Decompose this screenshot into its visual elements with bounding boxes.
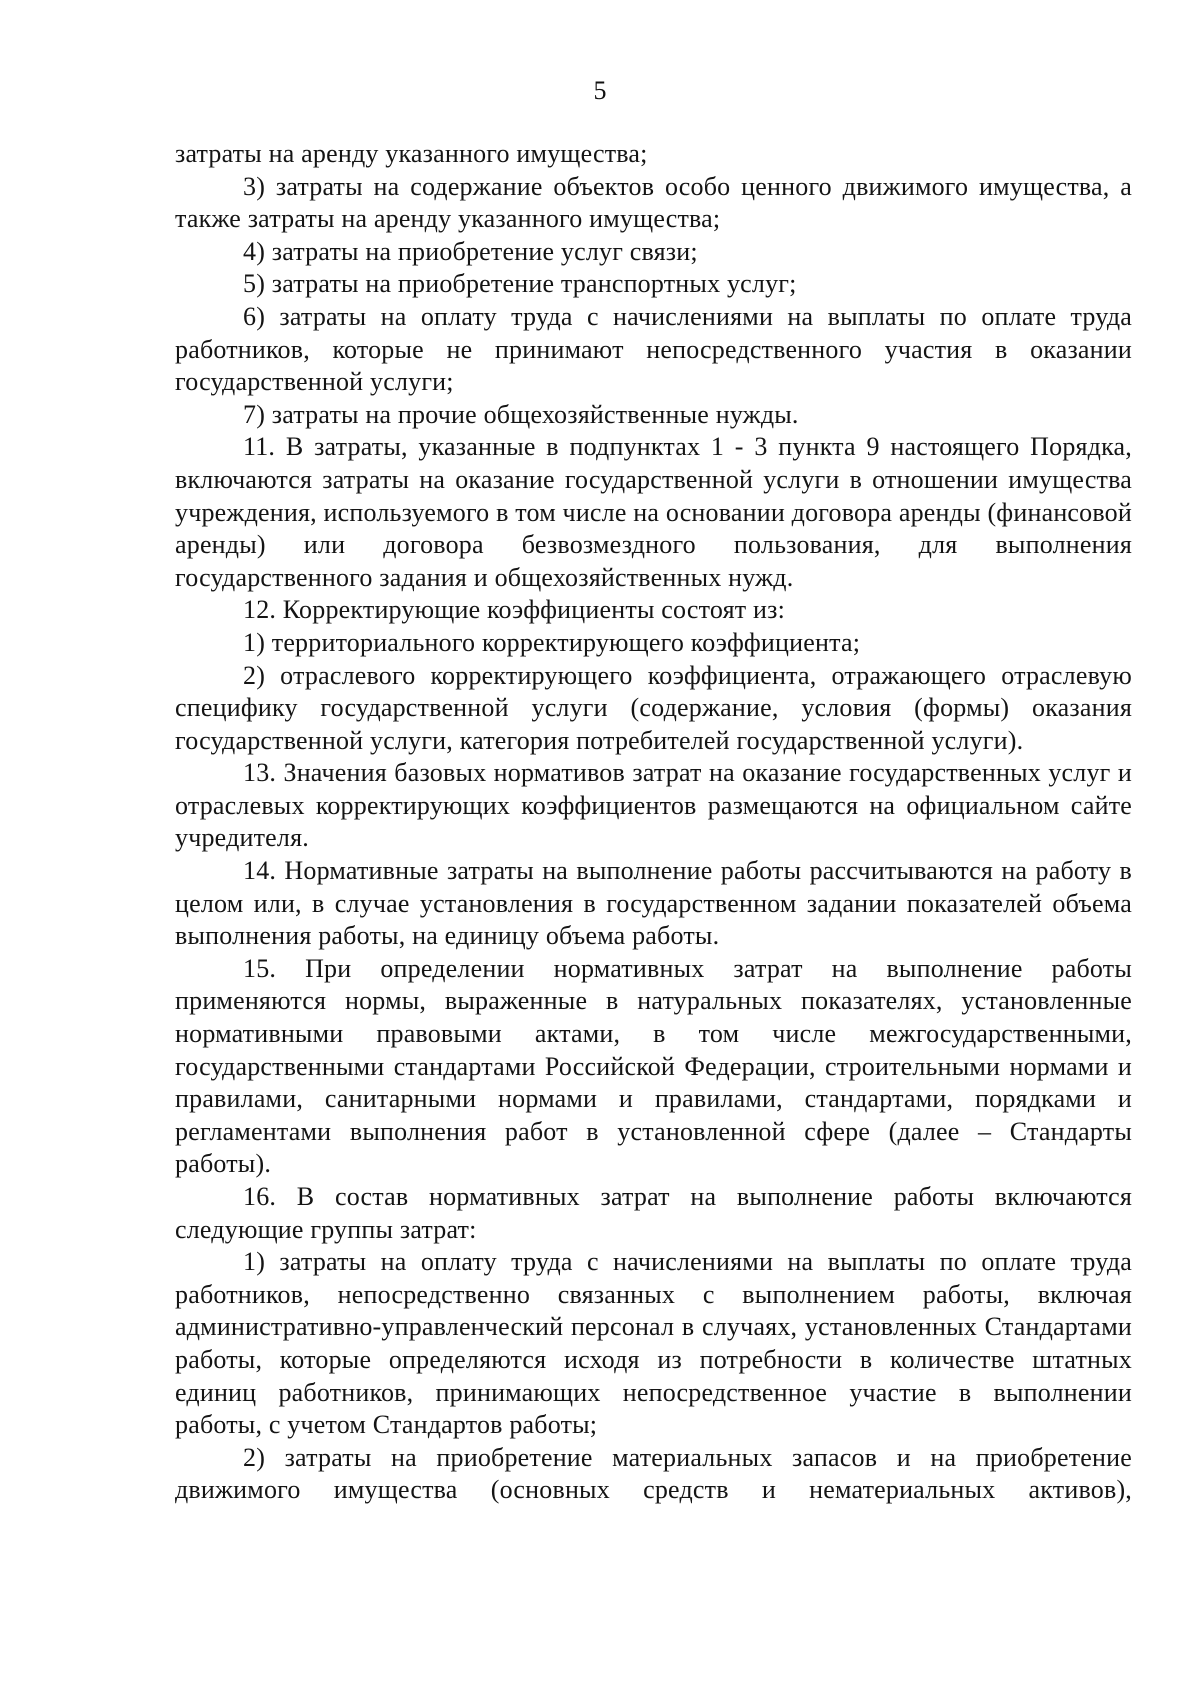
list-item-7: 7) затраты на прочие общехозяйственные нужды. [243,399,799,429]
clause-16: 16. В состав нормативных затрат на выполнение работы включаются следующие группы затрат: [175,1182,1132,1244]
list-item-4: 4) затраты на приобретение услуг связи; [243,236,698,266]
list-item-3: 3) затраты на содержание объектов особо ценного движимого имущества, а также затраты на аренду указанного имущества; [175,171,1132,234]
clause-16-item-1: 1) затраты на оплату труда с начислениями на выплаты по оплате труда работников, непосредственно связанных с выполнением работы, включая административно-управленческий персонал в случаях, установленных Стандартами работы, которые определяются исходя из потребности в количестве штатных единиц работников, принимающих непосредственное участие в выполнении работы, с учетом Стандартов работы; [175,1247,1132,1440]
list-item-5: 5) затраты на приобретение транспортных услуг; [243,269,797,299]
list-item-6: 6) затраты на оплату труда с начислениями на выплаты по оплате труда работников, которые не принимают непосредственного участия в оказании государственной услуги; [175,301,1132,397]
clause-11: 11. В затраты, указанные в подпунктах 1 - 3 пункта 9 настоящего Порядка, включаются затраты на оказание государственной услуги в отношении имущества учреждения, используемого в том числе на основании договора аренды (финансовой аренды) или договора безвозмездного пользования, для выполнения государственного задания и общехозяйственных нужд. [175,432,1132,592]
clause-12-item-1: 1) территориального корректирующего коэффициента; [243,627,861,657]
page-number: 5 [593,76,607,105]
clause-15: 15. При определении нормативных затрат на выполнение работы применяются нормы, выраженные в натуральных показателях, установленные нормативными правовыми актами, в том числе межгосударственными, государственными стандартами Российской Федерации, строительными нормами и правилами, санитарными нормами и правилами, стандартами, порядками и регламентами выполнения работ в установленной сфере (далее – Стандарты работы). [175,953,1132,1179]
document-body [175,138,1132,1507]
clause-13: 13. Значения базовых нормативов затрат на оказание государственных услуг и отраслевых корректирующих коэффициентов размещаются на официальном сайте учредителя. [175,758,1132,853]
clause-12-item-2: 2) отраслевого корректирующего коэффициента, отражающего отраслевую специфику государственной услуги (содержание, условия (формы) оказания государственной услуги, категория потребителей государственной услуги). [175,660,1132,755]
clause-14: 14. Нормативные затраты на выполнение работы рассчитываются на работу в целом или, в случае установления в государственном задании показателей объема выполнения работы, на единицу объема работы. [175,856,1132,951]
clause-16-item-2: 2) затраты на приобретение материальных запасов и на приобретение движимого имущества (основных средств и нематериальных активов), [175,1442,1132,1505]
clause-12: 12. Корректирующие коэффициенты состоят из: [243,595,785,625]
paragraph-continuation: затраты на аренду указанного имущества; [175,139,648,168]
